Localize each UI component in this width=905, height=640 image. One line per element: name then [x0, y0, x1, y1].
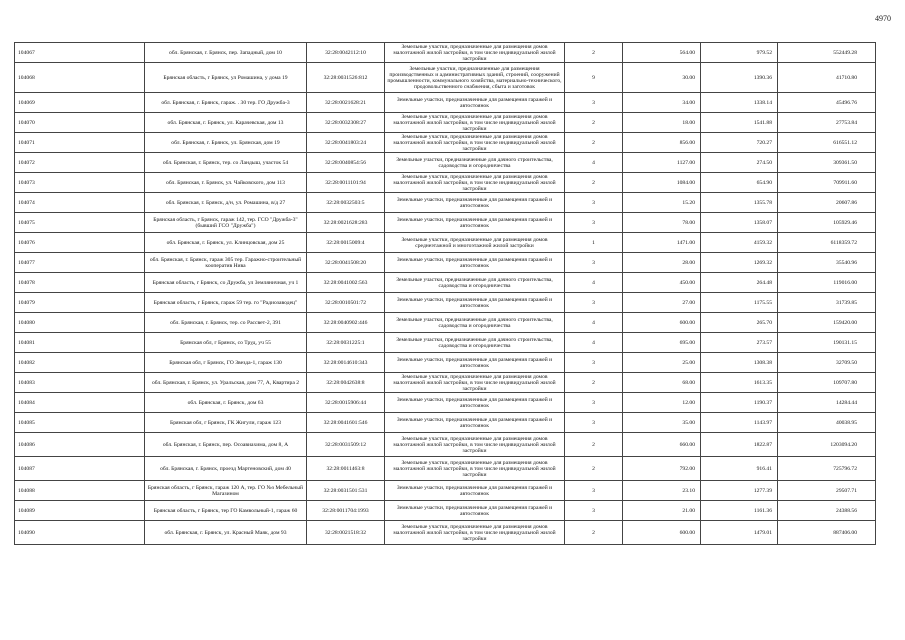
- table-row: [15, 153, 876, 173]
- cell-specific-value: 274.50: [701, 153, 778, 173]
- table-row: [15, 253, 876, 273]
- cell-cadastral-number: 32:28:0015009:4: [307, 233, 385, 253]
- cell-id: 104077: [15, 253, 145, 273]
- cell-area: 30.00: [623, 63, 701, 93]
- cell-area: 1084.00: [623, 173, 701, 193]
- cell-cadastral-number: 32:28:0041601:546: [307, 413, 385, 433]
- cell-area: 15.20: [623, 193, 701, 213]
- cell-address: обл. Брянская, г. Брянск, ул. Карачевская, дом 13: [145, 113, 307, 133]
- cell-cadastral-number: 32:28:0042112:10: [307, 43, 385, 63]
- cell-land-purpose: Земельные участки, предназначенные для размещения домов малоэтажной жилой застройки, в том числе индивидуальной жилой застройки: [385, 133, 565, 153]
- cell-group: 3: [565, 393, 623, 413]
- cell-cadastral-number: 32:28:0040902:446: [307, 313, 385, 333]
- cell-land-purpose: Земельные участки, предназначенные для дачного строительства, садоводства и огородничества: [385, 273, 565, 293]
- table-row: [15, 133, 876, 153]
- cell-address: обл. Брянская, г. Брянск, пер. Осоавиахима, дом 8, А: [145, 433, 307, 457]
- cell-specific-value: 1358.07: [701, 213, 778, 233]
- cell-id: 104081: [15, 333, 145, 353]
- cell-land-purpose: Земельные участки, предназначенные для размещения гаражей и автостоянок: [385, 193, 565, 213]
- cell-address: Брянская обл, г Брянск, со Труд, уч 55: [145, 333, 307, 353]
- cell-id: 104074: [15, 193, 145, 213]
- cell-cadastral-value: 27753.84: [778, 113, 876, 133]
- table-row: [15, 93, 876, 113]
- cell-area: 660.00: [623, 433, 701, 457]
- cell-area: 792.00: [623, 457, 701, 481]
- cell-id: 104080: [15, 313, 145, 333]
- cell-cadastral-number: 32:28:0032308:27: [307, 113, 385, 133]
- cell-specific-value: 1269.32: [701, 253, 778, 273]
- cell-land-purpose: Земельные участки, предназначенные для дачного строительства, садоводства и огородничества: [385, 333, 565, 353]
- cell-specific-value: 654.90: [701, 173, 778, 193]
- table-row: [15, 413, 876, 433]
- cell-cadastral-value: 709911.60: [778, 173, 876, 193]
- cell-land-purpose: Земельные участки, предназначенные для размещения гаражей и автостоянок: [385, 293, 565, 313]
- cell-cadastral-value: 119016.00: [778, 273, 876, 293]
- cell-land-purpose: Земельные участки, предназначенные для дачного строительства, садоводства и огородничества: [385, 313, 565, 333]
- cell-group: 1: [565, 233, 623, 253]
- cell-specific-value: 1277.39: [701, 481, 778, 501]
- cell-group: 3: [565, 501, 623, 521]
- table-row: [15, 501, 876, 521]
- cell-specific-value: 1161.36: [701, 501, 778, 521]
- cell-cadastral-value: 309361.50: [778, 153, 876, 173]
- cell-cadastral-value: 1203094.20: [778, 433, 876, 457]
- cell-area: 18.00: [623, 113, 701, 133]
- cell-specific-value: 1175.55: [701, 293, 778, 313]
- cell-land-purpose: Земельные участки, предназначенные для размещения гаражей и автостоянок: [385, 213, 565, 233]
- cell-land-purpose: Земельные участки, предназначенные для размещения домов малоэтажной жилой застройки, в том числе индивидуальной жилой застройки: [385, 521, 565, 545]
- cell-id: 104079: [15, 293, 145, 313]
- cell-id: 104084: [15, 393, 145, 413]
- cell-cadastral-value: 45496.76: [778, 93, 876, 113]
- table-row: [15, 233, 876, 253]
- cell-group: 2: [565, 43, 623, 63]
- cell-cadastral-number: 32:28:0042638:8: [307, 373, 385, 393]
- cell-cadastral-number: 32:28:0015906:44: [307, 393, 385, 413]
- cell-cadastral-value: 159420.00: [778, 313, 876, 333]
- table-row: [15, 393, 876, 413]
- cell-land-purpose: Земельные участки, предназначенные для размещения гаражей и автостоянок: [385, 481, 565, 501]
- cell-area: 695.00: [623, 333, 701, 353]
- cell-group: 2: [565, 113, 623, 133]
- cell-land-purpose: Земельные участки, предназначенные для размещения домов малоэтажной жилой застройки, в том числе индивидуальной жилой застройки: [385, 173, 565, 193]
- cell-cadastral-number: 32:28:0011463:8: [307, 457, 385, 481]
- cell-id: 104071: [15, 133, 145, 153]
- cell-group: 2: [565, 521, 623, 545]
- cell-land-purpose: Земельные участки, предназначенные для размещения домов среднеэтажной и многоэтажной жилой застройки: [385, 233, 565, 253]
- cell-specific-value: 1822.87: [701, 433, 778, 457]
- cell-area: 450.00: [623, 273, 701, 293]
- cell-cadastral-number: 32:28:0041508:20: [307, 253, 385, 273]
- cell-area: 856.00: [623, 133, 701, 153]
- cell-area: 600.00: [623, 313, 701, 333]
- table-row: [15, 213, 876, 233]
- cell-address: обл. Брянская, г. Брянск, тер. со Рассвет-2, 391: [145, 313, 307, 333]
- cell-id: 104072: [15, 153, 145, 173]
- cell-id: 104086: [15, 433, 145, 457]
- cell-land-purpose: Земельные участки, предназначенные для размещения домов малоэтажной жилой застройки, в том числе индивидуальной жилой застройки: [385, 113, 565, 133]
- cell-land-purpose: Земельные участки, предназначенные для дачного строительства, садоводства и огородничества: [385, 153, 565, 173]
- cell-area: 27.00: [623, 293, 701, 313]
- cell-address: обл. Брянская, г. Брянск, ул. Клинцовская, дом 25: [145, 233, 307, 253]
- cell-id: 104078: [15, 273, 145, 293]
- cell-address: Брянская область, г Брянск, со Дружба, ул Земляничная, уч 1: [145, 273, 307, 293]
- cell-group: 3: [565, 193, 623, 213]
- table-row: [15, 481, 876, 501]
- cell-specific-value: 264.48: [701, 273, 778, 293]
- table-row: [15, 333, 876, 353]
- cell-specific-value: 1308.38: [701, 353, 778, 373]
- cell-group: 4: [565, 273, 623, 293]
- table-row: [15, 313, 876, 333]
- cell-group: 3: [565, 213, 623, 233]
- cell-id: 104070: [15, 113, 145, 133]
- cell-cadastral-number: 32:28:0031526:812: [307, 63, 385, 93]
- cell-specific-value: 1355.78: [701, 193, 778, 213]
- cell-address: Брянская область, г Брянск, гараж 120 А, тер. ГО №з Мебельный Магазином: [145, 481, 307, 501]
- cell-area: 23.10: [623, 481, 701, 501]
- table-row: [15, 353, 876, 373]
- cell-id: 104075: [15, 213, 145, 233]
- table-row: [15, 63, 876, 93]
- cell-area: 1471.00: [623, 233, 701, 253]
- cell-group: 9: [565, 63, 623, 93]
- cell-land-purpose: Земельные участки, предназначенные для размещения домов малоэтажной жилой застройки, в том числе индивидуальной жилой застройки: [385, 43, 565, 63]
- cell-land-purpose: Земельные участки, предназначенные для размещения гаражей и автостоянок: [385, 393, 565, 413]
- cell-cadastral-value: 20607.86: [778, 193, 876, 213]
- cell-cadastral-value: 552449.28: [778, 43, 876, 63]
- cell-group: 3: [565, 481, 623, 501]
- cell-land-purpose: Земельные участки, предназначенные для размещения производственных и административных зданий, строений, сооружений промышленности, коммунального хозяйства, материально-технического, продовольственного снабжения, сбыта и заготовок: [385, 63, 565, 93]
- cell-cadastral-number: 32:28:0031509:12: [307, 433, 385, 457]
- cell-address: Брянская обл, г Брянск, ГК Жигули, гараж 123: [145, 413, 307, 433]
- cell-cadastral-value: 35540.96: [778, 253, 876, 273]
- cell-cadastral-value: 616551.12: [778, 133, 876, 153]
- cell-cadastral-value: 24388.56: [778, 501, 876, 521]
- cell-cadastral-number: 32:28:0011704:1993: [307, 501, 385, 521]
- cell-cadastral-number: 32:28:0040854:56: [307, 153, 385, 173]
- table-row: [15, 273, 876, 293]
- cell-group: 2: [565, 133, 623, 153]
- cell-area: 564.00: [623, 43, 701, 63]
- cell-specific-value: 979.52: [701, 43, 778, 63]
- cell-group: 2: [565, 173, 623, 193]
- table-row: [15, 173, 876, 193]
- cell-group: 3: [565, 353, 623, 373]
- cell-area: 600.00: [623, 521, 701, 545]
- cell-address: обл. Брянская, г. Брянск, ул. Красный Маяк, дом 93: [145, 521, 307, 545]
- cell-cadastral-value: 31739.85: [778, 293, 876, 313]
- cell-specific-value: 916.41: [701, 457, 778, 481]
- cell-id: 104073: [15, 173, 145, 193]
- table-row: [15, 193, 876, 213]
- cell-cadastral-number: 32:28:0014610:343: [307, 353, 385, 373]
- cell-address: обл. Брянская, г. Брянск, пер. Западный, дом 10: [145, 43, 307, 63]
- cell-id: 104068: [15, 63, 145, 93]
- table-row: [15, 373, 876, 393]
- table-row: [15, 457, 876, 481]
- cell-specific-value: 720.27: [701, 133, 778, 153]
- cell-specific-value: 4159.32: [701, 233, 778, 253]
- cell-cadastral-value: 40038.95: [778, 413, 876, 433]
- cell-land-purpose: Земельные участки, предназначенные для размещения домов малоэтажной жилой застройки, в том числе индивидуальной жилой застройки: [385, 457, 565, 481]
- cell-group: 3: [565, 93, 623, 113]
- cell-address: обл. Брянская, г. Брянск, ул. Уральская, дом 77, А, Квартира 2: [145, 373, 307, 393]
- cell-specific-value: 1390.36: [701, 63, 778, 93]
- cell-land-purpose: Земельные участки, предназначенные для размещения гаражей и автостоянок: [385, 93, 565, 113]
- cell-cadastral-number: 32:28:0010501:72: [307, 293, 385, 313]
- cell-area: 28.00: [623, 253, 701, 273]
- page-number: 4970: [875, 14, 891, 23]
- cell-area: 25.00: [623, 353, 701, 373]
- cell-specific-value: 273.57: [701, 333, 778, 353]
- cell-cadastral-value: 14284.44: [778, 393, 876, 413]
- cell-land-purpose: Земельные участки, предназначенные для размещения гаражей и автостоянок: [385, 413, 565, 433]
- cell-area: 34.00: [623, 93, 701, 113]
- cell-cadastral-value: 41710.80: [778, 63, 876, 93]
- cell-group: 2: [565, 457, 623, 481]
- cell-cadastral-value: 109707.80: [778, 373, 876, 393]
- cell-id: 104082: [15, 353, 145, 373]
- table-row: [15, 113, 876, 133]
- cell-land-purpose: Земельные участки, предназначенные для размещения гаражей и автостоянок: [385, 353, 565, 373]
- cell-cadastral-number: 32:28:0011101:94: [307, 173, 385, 193]
- cell-area: 12.00: [623, 393, 701, 413]
- cell-specific-value: 265.70: [701, 313, 778, 333]
- cell-id: 104069: [15, 93, 145, 113]
- cell-address: Брянская область, г Брянск, тер ГО Камвольный-1, гараж 60: [145, 501, 307, 521]
- cell-area: 68.00: [623, 373, 701, 393]
- cell-group: 4: [565, 333, 623, 353]
- cell-cadastral-value: 32709.50: [778, 353, 876, 373]
- cell-specific-value: 1338.14: [701, 93, 778, 113]
- cell-address: обл. Брянская, г. Брянск, дом 63: [145, 393, 307, 413]
- cell-address: обл. Брянская, г. Брянск, проезд Мартеновский, дом 40: [145, 457, 307, 481]
- cell-cadastral-number: 32:28:0021628:21: [307, 93, 385, 113]
- cell-cadastral-number: 32:28:0031501:531: [307, 481, 385, 501]
- cell-area: 35.00: [623, 413, 701, 433]
- cell-cadastral-value: 725796.72: [778, 457, 876, 481]
- cell-group: 4: [565, 313, 623, 333]
- cell-cadastral-number: 32:28:0031225:1: [307, 333, 385, 353]
- cell-specific-value: 1143.97: [701, 413, 778, 433]
- cell-specific-value: 1541.88: [701, 113, 778, 133]
- cell-id: 104083: [15, 373, 145, 393]
- cell-cadastral-value: 29507.71: [778, 481, 876, 501]
- cell-id: 104088: [15, 481, 145, 501]
- cell-address: Брянская область, г Брянск, ул Ромашина, у дома 19: [145, 63, 307, 93]
- cadastral-value-table: [14, 42, 876, 545]
- cell-group: 2: [565, 433, 623, 457]
- cell-id: 104087: [15, 457, 145, 481]
- cell-land-purpose: Земельные участки, предназначенные для размещения домов малоэтажной жилой застройки, в том числе индивидуальной жилой застройки: [385, 373, 565, 393]
- cell-cadastral-value: 887406.00: [778, 521, 876, 545]
- cell-cadastral-value: 105929.46: [778, 213, 876, 233]
- cell-group: 3: [565, 293, 623, 313]
- cell-cadastral-number: 32:28:0032503:5: [307, 193, 385, 213]
- cell-cadastral-number: 32:28:0021628:283: [307, 213, 385, 233]
- cell-address: обл. Брянская, г. Брянск, гараж 305 тер. Гаражно-строительный кооператив Нива: [145, 253, 307, 273]
- cell-area: 21.00: [623, 501, 701, 521]
- cell-address: обл. Брянская, г. Брянск, тер. со Ландыш, участок 54: [145, 153, 307, 173]
- cell-id: 104076: [15, 233, 145, 253]
- cell-id: 104089: [15, 501, 145, 521]
- cell-specific-value: 1479.01: [701, 521, 778, 545]
- cell-address: Брянская область, г Брянск, гараж 142, тер. ГСО "Дружба-3" (бывший ГСО "Дружба"): [145, 213, 307, 233]
- table-row: [15, 43, 876, 63]
- cell-id: 104090: [15, 521, 145, 545]
- cell-address: Брянская обл, г Брянск, ГО Звезда-1, гараж 130: [145, 353, 307, 373]
- table-row: [15, 433, 876, 457]
- cell-land-purpose: Земельные участки, предназначенные для размещения гаражей и автостоянок: [385, 253, 565, 273]
- cell-cadastral-number: 32:28:0021518:32: [307, 521, 385, 545]
- cell-group: 4: [565, 153, 623, 173]
- cell-group: 3: [565, 413, 623, 433]
- cell-specific-value: 1613.35: [701, 373, 778, 393]
- table-row: [15, 293, 876, 313]
- cell-cadastral-number: 32:28:0041002:563: [307, 273, 385, 293]
- cell-address: обл. Брянская, г. Брянск, ул. Чайковского, дом 113: [145, 173, 307, 193]
- cell-id: 104067: [15, 43, 145, 63]
- cell-cadastral-value: 6118359.72: [778, 233, 876, 253]
- cell-group: 2: [565, 373, 623, 393]
- cell-cadastral-number: 32:28:0041803:24: [307, 133, 385, 153]
- cell-specific-value: 1190.37: [701, 393, 778, 413]
- cell-id: 104085: [15, 413, 145, 433]
- cell-area: 78.00: [623, 213, 701, 233]
- cell-land-purpose: Земельные участки, предназначенные для размещения домов малоэтажной жилой застройки, в том числе индивидуальной жилой застройки: [385, 433, 565, 457]
- cell-address: обл. Брянская, г. Брянск, гараж. . 30 тер. ГО Дружба-3: [145, 93, 307, 113]
- cell-address: обл. Брянская, г. Брянск, д/н, ул. Ромашина, в/д 27: [145, 193, 307, 213]
- table-row: [15, 521, 876, 545]
- cell-area: 1127.00: [623, 153, 701, 173]
- cell-address: Брянская область, г Брянск, гараж 59 тер. го "Радиозаводец": [145, 293, 307, 313]
- table-body: [15, 43, 876, 545]
- cell-cadastral-value: 190131.15: [778, 333, 876, 353]
- cell-group: 3: [565, 253, 623, 273]
- cell-land-purpose: Земельные участки, предназначенные для размещения гаражей и автостоянок: [385, 501, 565, 521]
- cell-address: обл. Брянская, г. Брянск, ул. Брянская, дом 19: [145, 133, 307, 153]
